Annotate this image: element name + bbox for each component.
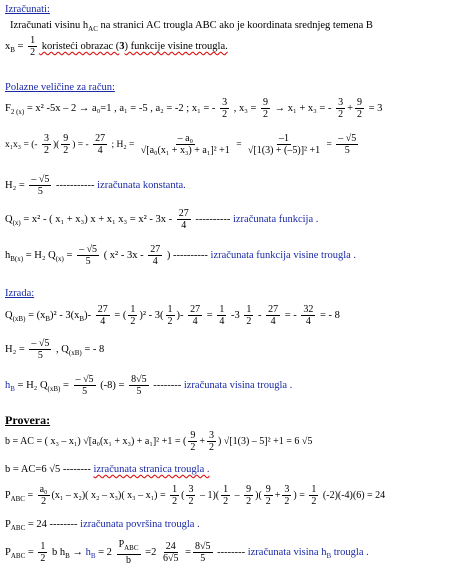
check-line-2: b = AC=6 √5 -------- izračunata stranica trougla . — [5, 464, 210, 475]
check-line-1: b = AC = ( x₃ – x₁) √[a₀(x₁ + x₃) + a₁]² +1 = ( $\frac{9}{2}$ + $\frac{3}{2}$ ) √[1(3) – 5]² +1 = 6 √5 — [5, 430, 313, 454]
work-line-1: $Q_{(xB)} = (x_B)^2 - 3(x_B)-$ $\frac{27}{4}$ = ( $\frac{1}{2}$ )² - 3( $\frac{1}{2}$ )- $\frac{27}{4}$ = $\frac{1}{4}$ -3 $\frac{1}{2}$ - $\frac{27}{4}$ = - $\frac{32}{4}$ = - 8 — [5, 304, 340, 328]
check-line-4: $P_{ABC} = 24$ -------- izračunata površina trougla . — [5, 519, 200, 533]
work-heading: Izrada: — [5, 288, 35, 299]
task-heading: Izračunati: — [5, 4, 50, 15]
work-line-3: $h_B = H_2$ $Q_{(xB)}$ = $\frac{- √5}{5}$ (-8) = $\frac{8√5}{5}$ -------- izračunata visina trougla . — [5, 374, 293, 398]
check-line-3: $P_{ABC}$ = $\frac{\text{a₀}}{2}$ (x₁ – x₂)( x₂ – x₃)( x₃ – x₁) = $\frac{1}{2}$ ( $\frac{3}{2}$ – 1)( $\frac{1}{2}$ – $\frac{9}{2}$ )( $\frac{9}{2}$ + $\frac{3}{2}$ ) = $\frac{1}{2}$ (-2)(-4)(6) = 24 — [5, 484, 386, 508]
check-heading: Provera: — [5, 413, 51, 427]
given-heading: Polazne veličine za račun: — [5, 82, 115, 93]
check-line-5: $P_{ABC}$ = $\frac{1}{2}$ b $h_B \to h_B = 2$ $\frac{P_{ABC}}{b}$ =2 $\frac{24}{6√5}$ = $\frac{8√5}{5}$ -------- izračunata visina $h_B$ trougla . — [5, 539, 369, 567]
given-h2: H₂ = $\frac{- √5}{5}$ ----------- izračunata konstanta. — [5, 174, 186, 198]
work-line-2: H₂ = $\frac{- √5}{5}$ , $Q_{(xB)}$ = - 8 — [5, 338, 105, 362]
task-line-2: $x_B$ = $\frac{1}{2}$ koristeći obrazac (3) funkcije visine trougla. — [5, 35, 228, 59]
task-line-1: Izračunati visinu $h_{AC}$ na stranici AC trougla ABC ako je koordinata srednjeg temena B — [10, 20, 373, 34]
given-q: $Q_{(x)} = x^2$ - ( x₁ + x₃) x + x₁ x₃ = x² - 3x - $\frac{27}{4}$ ---------- izračunata funkcija . — [5, 208, 319, 232]
given-h: $h_{B(x)} = H_2$ $Q_{(x)}$ = $\frac{- √5}{5}$ ( x² - 3x - $\frac{27}{4}$ ) ---------- izračunata funkcija visine trougla . — [5, 244, 357, 268]
given-line-2: x₁x₃ = (- $\frac{3}{2}$ )( $\frac{9}{2}$ ) = - $\frac{27}{4}$ ; H₂ = $\frac{\text{– a₀}}{\text{√[a₀(x₁ + x₃) + a₁]² +1}}$ = $\frac{-1}{\text{√[1(3) + (–5)]² +1}}$ = $\frac{- √5}{5}$ — [5, 133, 357, 157]
given-line-1: $F_{2 (x)} = x^2$ -5x – 2 → a₀=1 , a₁ = -5 , a₂ = -2 ; x₁ = - $\frac{3}{2}$ , x₃ = $\frac{9}{2}$ → x₁ + x₃ = - $\frac{3}{2}$ + $\frac{9}{2}$ = 3 — [5, 97, 383, 121]
